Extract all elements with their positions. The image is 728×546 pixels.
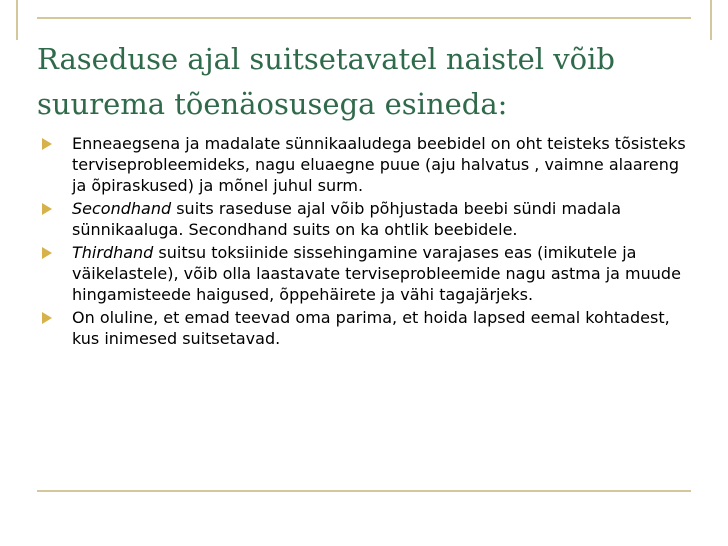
bullet-text: Enneaegsena ja madalate sünnikaaludega beebidel on oht teisteks tõsisteks terviseprobleemideks, nagu eluaegne puue (aju halvatus , vaimne alaareng ja õpiraskused) ja mõnel juhul surm. bbox=[72, 134, 686, 195]
bullet-marker-icon bbox=[42, 247, 52, 259]
bullet-text: On oluline, et emad teevad oma parima, et hoida lapsed eemal kohtadest, kus inimesed suitsetavad. bbox=[72, 308, 670, 348]
thirdhand-term: Thirdhand bbox=[72, 243, 154, 262]
bullet-marker-icon bbox=[42, 203, 52, 215]
top-divider-line bbox=[37, 17, 691, 19]
bullet-marker-icon bbox=[42, 312, 52, 324]
bottom-divider-line bbox=[37, 490, 691, 492]
bullet-item-preterm-risk bbox=[42, 133, 692, 196]
bullet-text: suits raseduse ajal võib põhjustada beebi sündi madala sünnikaaluga. Secondhand suits on ka ohtlik beebidele. bbox=[72, 199, 622, 239]
secondhand-term: Secondhand bbox=[72, 199, 177, 218]
bullet-list bbox=[42, 133, 692, 351]
slide-title: Raseduse ajal suitsetavatel naistel võib suurema tõenäosusega esineda: bbox=[37, 42, 615, 121]
bullet-item-keep-children-away bbox=[42, 307, 692, 349]
bullet-text: suitsu toksiinide sissehingamine varajases eas (imikutele ja väikelastele), võib olla laastavate terviseprobleemide nagu astma ja muude hingamisteede haigused, õppehäirete ja vähi tagajärjeks. bbox=[72, 243, 681, 304]
bullet-item-thirdhand-smoke bbox=[42, 242, 692, 305]
bullet-item-secondhand-smoke bbox=[42, 198, 692, 240]
left-frame-line bbox=[16, 0, 18, 40]
right-frame-line bbox=[710, 0, 712, 40]
bullet-marker-icon bbox=[42, 138, 52, 150]
